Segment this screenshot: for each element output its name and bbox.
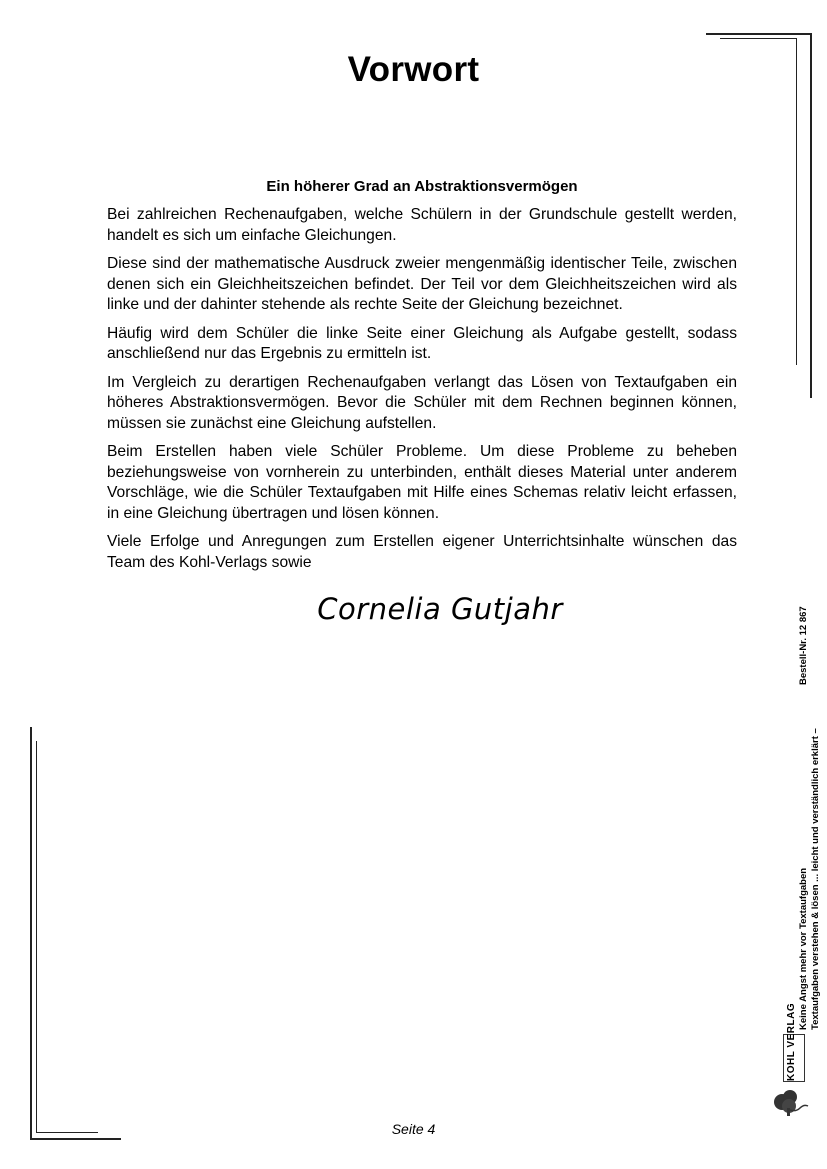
sidebar-book-title: Textaufgaben verstehen & lösen ... leicht und verständlich erklärt –: [809, 728, 821, 1030]
page-number: Seite 4: [391, 1121, 436, 1137]
page-title: Vorwort: [347, 50, 480, 89]
tree-icon: [770, 1088, 810, 1118]
paragraph-1: Bei zahlreichen Rechenaufgaben, welche Schülern in der Grundschule gestellt werden, handelt es sich um einfache Gleichungen.: [107, 206, 737, 244]
paragraph-6: Viele Erfolge und Anregungen zum Erstellen eigener Unterrichtsinhalte wünschen das Team des Kohl-Verlags sowie: [107, 533, 737, 571]
frame-top-right-inner-h: [720, 38, 797, 39]
frame-top-right-outer-h: [706, 33, 811, 35]
paragraph-3: Häufig wird dem Schüler die linke Seite einer Gleichung als Aufgabe gestellt, sodass anschließend nur das Ergebnis zu ermitteln ist.: [107, 324, 737, 362]
section-heading: Ein höherer Grad an Abstraktionsvermögen: [266, 178, 578, 195]
paragraph-5: Beim Erstellen haben viele Schüler Probleme. Um diese Probleme zu beheben beziehungsweise von vornherein zu unterbinden, enthält dieses Material unter anderem Vorschläge, wie die Schüler Textaufgaben mit Hilfe eines Schemas relativ leicht erfassen, in eine Gleichung übertragen und lösen können.: [107, 443, 737, 522]
paragraph-4: Im Vergleich zu derartigen Rechenaufgaben verlangt das Lösen von Textaufgaben ein höheres Abstraktionsvermögen. Bevor die Schüler mit dem Rechnen beginnen können, müssen sie zunächst eine Gleichung aufstellen.: [107, 373, 737, 432]
publisher-logo-text: KOHL VERLAG: [786, 1002, 797, 1081]
paragraph-2: Diese sind der mathematische Ausdruck zweier mengenmäßig identischer Teile, zwischen denen sich ein Gleichheitszeichen befindet. Der Teil vor dem Gleichheitszeichen wird als linke und der dahinter stehende als rechte Seite der Gleichung bezeichnet.: [107, 255, 737, 313]
sidebar-order-number: Bestell-Nr. 12 867: [798, 606, 809, 685]
body-text: [107, 205, 737, 581]
frame-bottom-left-inner-v: [36, 741, 37, 1133]
sidebar-series-title: Keine Angst mehr vor Textaufgaben: [798, 867, 809, 1030]
author-signature: Cornelia Gutjahr: [317, 592, 563, 626]
publisher-logo: [783, 1002, 805, 1082]
frame-bottom-left-outer-h: [30, 1138, 121, 1140]
frame-bottom-left-outer-v: [30, 727, 32, 1139]
sidebar-publication-info: [798, 606, 821, 1030]
